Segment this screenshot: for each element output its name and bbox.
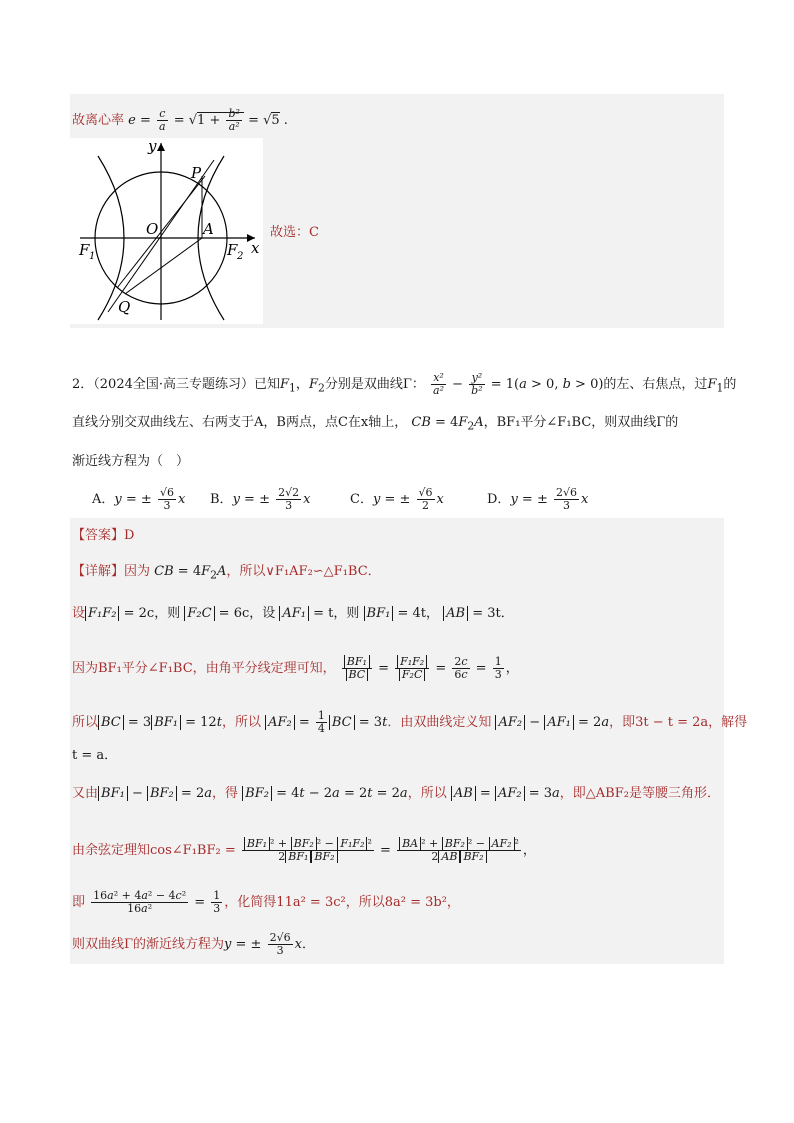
detail-line1: 【详解】因为 CB = $4F_2A$，所以∨F₁AF₂∽△F₁BC．	[72, 564, 381, 582]
label-A: A	[203, 220, 214, 238]
detail-line8: 即 $\frac{\text{16a² + 4a² − 4c²}}{\text{16a²}}$ = $\frac{1}{3}$ ，化简得11a² = 3c²，所以8a² = 3b²，	[72, 889, 460, 915]
label-Q: Q	[118, 298, 131, 316]
option-c[interactable]: C．y = ± $\frac{√6}{2}$ x	[350, 486, 444, 512]
hyperbola-circle-figure	[70, 138, 263, 324]
part1-answer: 故选：C	[270, 225, 319, 240]
detail-line5: t = a．	[72, 748, 118, 763]
detail-line3: 因为BF₁平分∠F₁BC，由角平分线定理可知， $\frac{\text{BF₁}}{BC}$ = $\frac{\text{F₁F₂}}{\text{F₂C}}$ = $\frac{2c}{6c}$ = $\frac{1}{3}$ ，	[72, 655, 519, 681]
detail-line4: 所以 BC = 3 BF₁ = 12t，所以 AF₂ = $\frac{1}{4}$ BC = 3t．由双曲线定义知 AF₂ − AF₁ = 2a，即3t − t = 2a，解得	[72, 709, 748, 735]
eccentricity-conclusion: 故离心率 e = $\frac{c}{a}$ = √1 + $\frac{\text{b²}}{\text{a²}}$ = √5 .	[72, 107, 288, 133]
problem2-line1: 2．（2024全国·高三专题练习）已知$F_1$，$F_2$分别是双曲线Γ： $\frac{\text{x²}}{\text{a²}}$ − $\frac{\text{y²}}{\text{b²}}$ = 1(a > 0, b > 0)的左、右焦点，过$F_1$的	[72, 371, 737, 397]
label-x: x	[251, 239, 260, 257]
detail-line9: 则双曲线Γ的渐近线方程为y = ± $\frac{2√6}{3}$ x．	[72, 931, 315, 957]
label-O: O	[146, 220, 159, 238]
label-P: P	[191, 164, 202, 182]
detail-line2: 设 F₁F₂ = 2c，则 F₂C = 6c，设 AF₁ = t，则 BF₁ = 4t， AB = 3t．	[72, 606, 514, 621]
detail-line7: 由余弦定理知cos∠F₁BF₂ = $\frac{\text{BF₁ ² + BF₂ ² − F₁F₂ ²}}{\text{2 BF₁ BF₂}}$ = $\frac{\text{BA ² + BF₂ ² − AF₂ ²}}{\text{2 AB BF₂}}$ ，	[72, 837, 536, 863]
label-y: y	[148, 138, 157, 155]
detail-line6: 又由 BF₁ − BF₂ = 2a，得 BF₂ = 4t − 2a = 2t = 2a，所以 AB = AF₂ = 3a，即△ABF₂是等腰三角形．	[72, 786, 720, 801]
problem2-line2: 直线分别交双曲线左、右两支于A，B两点，点C在x轴上， CB = $4F_2A$，BF₁平分∠F₁BC，则双曲线Γ的	[72, 415, 679, 433]
option-b[interactable]: B．y = ± $\frac{2√2}{3}$ x	[210, 486, 311, 512]
option-d[interactable]: D．y = ± $\frac{2√6}{3}$ x	[487, 486, 589, 512]
label-F2-sub: 2	[237, 251, 244, 262]
label-F1-sub: 1	[89, 251, 96, 262]
problem2-line3: 渐近线方程为（ ）	[72, 454, 190, 469]
label-F1: F	[79, 241, 90, 259]
option-a[interactable]: A．y = ± $\frac{√6}{3}$ x	[92, 486, 186, 512]
label-F2: F	[227, 241, 238, 259]
answer-line: 【答案】D	[72, 528, 135, 543]
